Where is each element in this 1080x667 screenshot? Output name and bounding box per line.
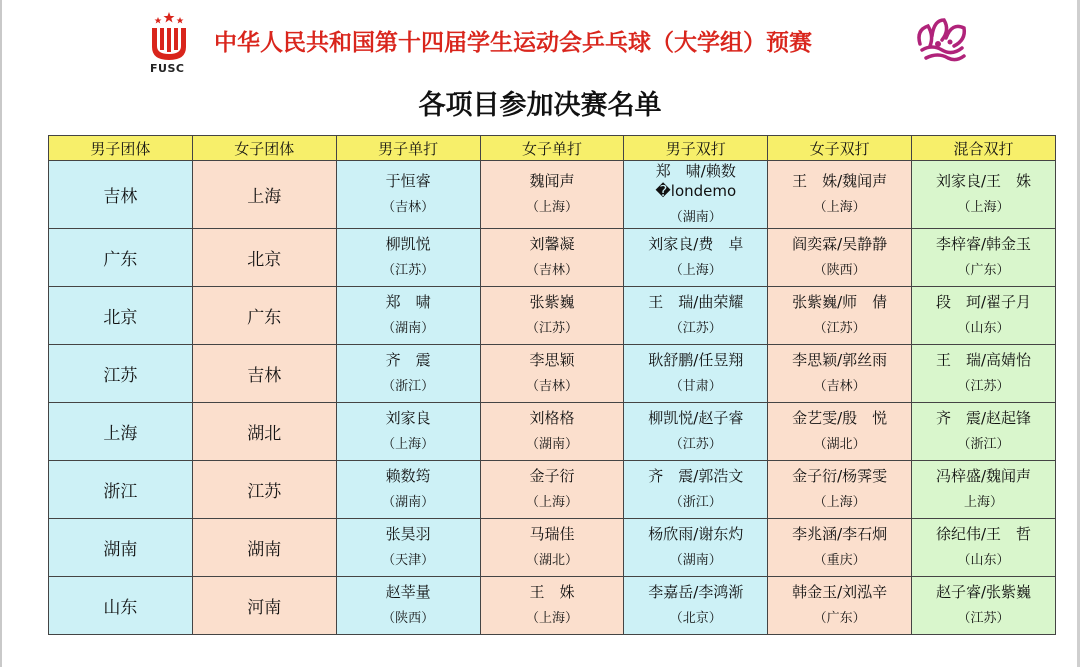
- cell-men-doubles: [624, 229, 768, 287]
- table-row: [49, 229, 1056, 287]
- col-header-women-doubles: 女子双打: [768, 136, 912, 161]
- player-name: 李嘉岳/李鸿渐: [648, 583, 744, 601]
- player-name: 赵子睿/张紫巍: [936, 583, 1032, 601]
- cell-women-singles: [480, 287, 624, 345]
- col-header-mixed-doubles: 混合双打: [912, 136, 1056, 161]
- cell-men-team: 江苏: [49, 345, 193, 403]
- player-name: 郑 啸/赖数�londemo: [655, 162, 737, 200]
- player-province: （上海）: [525, 495, 578, 510]
- player-province: （湖北）: [813, 437, 866, 452]
- player-province: （山东）: [957, 553, 1010, 568]
- cell-mixed-doubles: [912, 345, 1056, 403]
- player-name: 韩金玉/刘泓辛: [792, 583, 888, 601]
- player-province: （湖南）: [669, 210, 722, 225]
- player-province: （吉林）: [813, 379, 866, 394]
- finalists-table: [48, 135, 1056, 635]
- player-name: 柳凯悦/赵子睿: [648, 409, 744, 427]
- cell-women-doubles: [768, 287, 912, 345]
- cell-men-singles: [336, 461, 480, 519]
- cell-men-doubles: [624, 461, 768, 519]
- player-name: 王 瑞/曲荣耀: [648, 293, 744, 311]
- player-name: 刘家良/王 姝: [936, 172, 1032, 190]
- cell-men-team: 北京: [49, 287, 193, 345]
- player-province: （湖南）: [382, 321, 435, 336]
- page-header: [0, 0, 1080, 121]
- cell-women-doubles: [768, 345, 912, 403]
- cell-men-team: 山东: [49, 577, 193, 635]
- player-name: 冯梓盛/魏闻声: [936, 467, 1032, 485]
- cell-women-team: 湖北: [192, 403, 336, 461]
- cell-mixed-doubles: [912, 403, 1056, 461]
- player-name: 王 姝: [529, 583, 575, 601]
- player-name: 于恒睿: [385, 172, 431, 190]
- player-name: 魏闻声: [529, 172, 575, 190]
- player-province: （吉林）: [382, 200, 435, 215]
- cell-men-singles: [336, 161, 480, 229]
- cell-men-team: 浙江: [49, 461, 193, 519]
- cell-women-doubles: [768, 161, 912, 229]
- cell-men-team: 吉林: [49, 161, 193, 229]
- player-name: 杨欣雨/谢东灼: [648, 525, 744, 543]
- player-province: （山东）: [957, 321, 1010, 336]
- player-province: （天津）: [382, 553, 435, 568]
- player-name: 段 珂/翟子月: [936, 293, 1032, 311]
- player-province: （陕西）: [382, 611, 435, 626]
- player-name: 郑 啸: [385, 293, 431, 311]
- player-province: （江苏）: [813, 321, 866, 336]
- cell-women-singles: [480, 229, 624, 287]
- cell-men-singles: [336, 403, 480, 461]
- player-name: 金子衍: [529, 467, 575, 485]
- player-province: （江苏）: [382, 263, 435, 278]
- cell-men-singles: [336, 519, 480, 577]
- player-province: （湖南）: [669, 553, 722, 568]
- cell-mixed-doubles: [912, 229, 1056, 287]
- player-name: 李梓睿/韩金玉: [936, 235, 1032, 253]
- player-province: （湖南）: [382, 495, 435, 510]
- player-province: （陕西）: [813, 263, 866, 278]
- player-name: 赵莘量: [385, 583, 431, 601]
- cell-women-singles: [480, 461, 624, 519]
- cell-men-doubles: [624, 161, 768, 229]
- cell-women-singles: [480, 345, 624, 403]
- player-province: （江苏）: [525, 321, 578, 336]
- player-province: （吉林）: [525, 263, 578, 278]
- cell-women-singles: [480, 403, 624, 461]
- cell-women-team: 上海: [192, 161, 336, 229]
- fusc-emblem-icon: [146, 10, 192, 76]
- player-province: （广东）: [957, 263, 1010, 278]
- player-name: 张紫巍/师 倩: [792, 293, 888, 311]
- player-province: （浙江）: [382, 379, 435, 394]
- player-name: 刘馨凝: [529, 235, 575, 253]
- cell-men-team: 湖南: [49, 519, 193, 577]
- list-title: 各项目参加决赛名单: [418, 90, 662, 121]
- col-header-men-team: 男子团体: [49, 136, 193, 161]
- player-province: （重庆）: [813, 553, 866, 568]
- cell-men-doubles: [624, 577, 768, 635]
- player-province: （上海）: [813, 495, 866, 510]
- cell-women-doubles: [768, 403, 912, 461]
- player-province: （吉林）: [525, 379, 578, 394]
- player-name: 金子衍/杨霁雯: [792, 467, 888, 485]
- player-province: （江苏）: [669, 437, 722, 452]
- table-row: [49, 403, 1056, 461]
- page-title: 中华人民共和国第十四届学生运动会乒乓球（大学组）预赛: [214, 30, 812, 56]
- cell-mixed-doubles: [912, 577, 1056, 635]
- player-province: （湖南）: [525, 437, 578, 452]
- cell-men-doubles: [624, 287, 768, 345]
- cell-mixed-doubles: [912, 461, 1056, 519]
- cell-women-doubles: [768, 461, 912, 519]
- player-name: 马瑞佳: [529, 525, 575, 543]
- player-name: 王 瑞/高婧怡: [936, 351, 1032, 369]
- col-header-men-doubles: 男子双打: [624, 136, 768, 161]
- cell-women-team: 江苏: [192, 461, 336, 519]
- cell-women-team: 广东: [192, 287, 336, 345]
- table-row: [49, 519, 1056, 577]
- cell-women-singles: [480, 519, 624, 577]
- cell-mixed-doubles: [912, 161, 1056, 229]
- player-province: （江苏）: [957, 379, 1010, 394]
- player-province: （上海）: [382, 437, 435, 452]
- table-body: [49, 161, 1056, 635]
- player-province: （江苏）: [669, 321, 722, 336]
- player-name: 齐 震/赵起锋: [936, 409, 1032, 427]
- player-name: 李兆涵/李石炯: [792, 525, 888, 543]
- cell-women-doubles: [768, 229, 912, 287]
- player-name: 刘格格: [529, 409, 575, 427]
- player-name: 徐纪伟/王 哲: [936, 525, 1032, 543]
- player-name: 金艺雯/殷 悦: [792, 409, 888, 427]
- cell-men-doubles: [624, 345, 768, 403]
- player-name: 张紫巍: [529, 293, 575, 311]
- player-province: （北京）: [669, 611, 722, 626]
- col-header-men-singles: 男子单打: [336, 136, 480, 161]
- cell-women-singles: [480, 577, 624, 635]
- player-name: 王 姝/魏闻声: [792, 172, 888, 190]
- player-name: 阎奕霖/吴静静: [792, 235, 888, 253]
- cell-women-team: 河南: [192, 577, 336, 635]
- player-province: （上海）: [813, 200, 866, 215]
- col-header-women-singles: 女子单打: [480, 136, 624, 161]
- player-province: （江苏）: [957, 611, 1010, 626]
- table-row: [49, 345, 1056, 403]
- table-header-row: [49, 136, 1056, 161]
- table-row: [49, 161, 1056, 229]
- cell-women-team: 北京: [192, 229, 336, 287]
- table-row: [49, 287, 1056, 345]
- cell-men-singles: [336, 345, 480, 403]
- cell-men-singles: [336, 287, 480, 345]
- player-name: 刘家良: [385, 409, 431, 427]
- table-row: [49, 461, 1056, 519]
- cell-mixed-doubles: [912, 287, 1056, 345]
- player-province: （上海）: [669, 263, 722, 278]
- cell-men-doubles: [624, 519, 768, 577]
- cell-women-doubles: [768, 519, 912, 577]
- cell-men-team: 上海: [49, 403, 193, 461]
- table-row: [49, 577, 1056, 635]
- player-name: 张昊羽: [385, 525, 431, 543]
- player-province: （广东）: [813, 611, 866, 626]
- cell-men-team: 广东: [49, 229, 193, 287]
- player-name: 齐 震/郭浩文: [648, 467, 744, 485]
- cell-mixed-doubles: [912, 519, 1056, 577]
- cell-women-team: 吉林: [192, 345, 336, 403]
- player-province: （甘肃）: [669, 379, 722, 394]
- player-province: （浙江）: [957, 437, 1010, 452]
- player-province: （浙江）: [669, 495, 722, 510]
- player-name: 赖数筠: [385, 467, 431, 485]
- player-name: 齐 震: [385, 351, 431, 369]
- player-province: （湖北）: [525, 553, 578, 568]
- cell-men-singles: [336, 577, 480, 635]
- cell-women-doubles: [768, 577, 912, 635]
- col-header-women-team: 女子团体: [192, 136, 336, 161]
- cell-women-team: 湖南: [192, 519, 336, 577]
- player-name: 耿舒鹏/任昱翔: [648, 351, 744, 369]
- player-province: （上海）: [525, 611, 578, 626]
- player-name: 刘家良/费 卓: [648, 235, 744, 253]
- fusc-logo-text: FUSC: [150, 62, 185, 75]
- player-province: （上海）: [525, 200, 578, 215]
- lotus-emblem-icon: [912, 14, 972, 68]
- player-name: 柳凯悦: [385, 235, 431, 253]
- cell-men-doubles: [624, 403, 768, 461]
- player-name: 李思颖: [529, 351, 575, 369]
- player-province: 上海）: [964, 495, 1004, 510]
- player-name: 李思颖/郭丝雨: [792, 351, 888, 369]
- cell-men-singles: [336, 229, 480, 287]
- cell-women-singles: [480, 161, 624, 229]
- player-province: （上海）: [957, 200, 1010, 215]
